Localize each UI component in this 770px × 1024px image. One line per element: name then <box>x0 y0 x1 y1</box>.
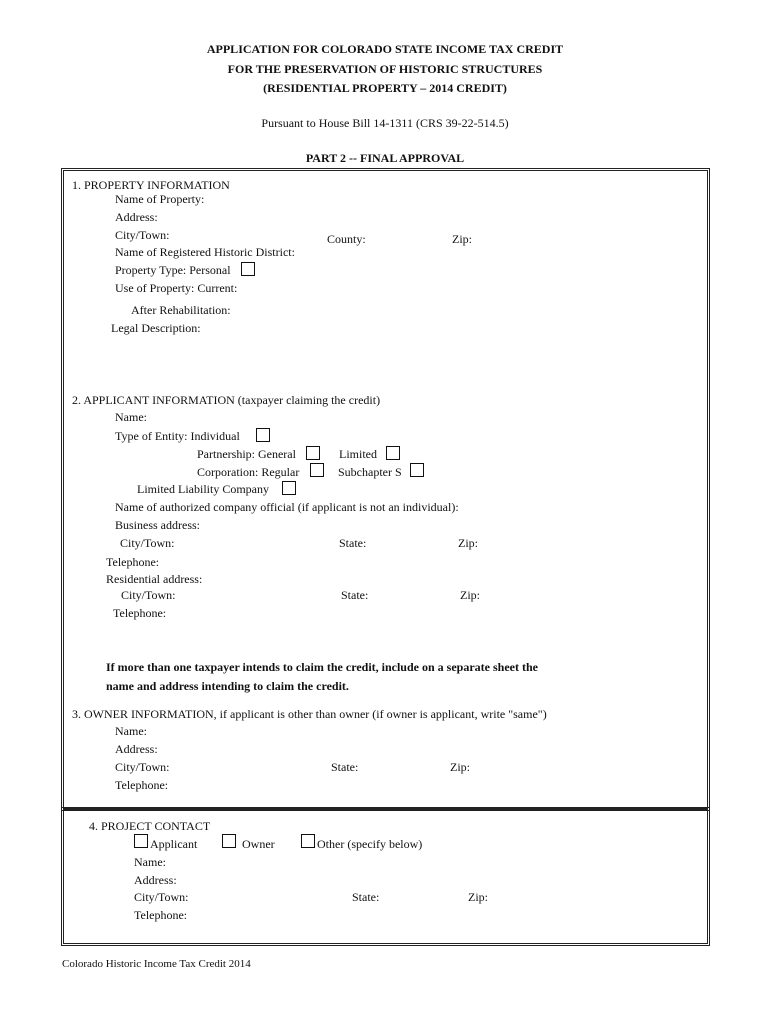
applicant-name-label: Name: <box>115 410 147 424</box>
business-address-label: Business address: <box>115 518 200 532</box>
business-city-label: City/Town: <box>120 536 175 550</box>
subchapter-s-checkbox[interactable] <box>410 463 424 477</box>
property-address-label: Address: <box>115 210 158 224</box>
title-line-2: FOR THE PRESERVATION OF HISTORIC STRUCTURES <box>227 62 543 76</box>
partnership-limited-label: Limited <box>339 447 377 461</box>
owner-zip-label: Zip: <box>450 760 470 774</box>
multiple-taxpayer-note-line-2: name and address intending to claim the credit. <box>106 679 349 693</box>
llc-checkbox[interactable] <box>282 481 296 495</box>
use-after-label: After Rehabilitation: <box>131 303 231 317</box>
company-official-label: Name of authorized company official (if applicant is not an individual): <box>115 500 459 514</box>
contact-other-label: Other (specify below) <box>317 837 423 851</box>
contact-zip-label: Zip: <box>468 890 488 904</box>
property-type-personal-checkbox[interactable] <box>241 262 255 276</box>
contact-other-checkbox[interactable] <box>301 834 315 848</box>
section-4-title: 4. PROJECT CONTACT <box>89 819 211 833</box>
individual-checkbox[interactable] <box>256 428 270 442</box>
contact-address-label: Address: <box>134 873 177 887</box>
property-city-label: City/Town: <box>115 228 170 242</box>
owner-city-label: City/Town: <box>115 760 170 774</box>
property-zip-label: Zip: <box>452 232 472 246</box>
partnership-limited-checkbox[interactable] <box>386 446 400 460</box>
entity-type-label: Type of Entity: Individual <box>115 429 240 443</box>
owner-address-label: Address: <box>115 742 158 756</box>
corporation-regular-checkbox[interactable] <box>310 463 324 477</box>
owner-state-label: State: <box>331 760 359 774</box>
contact-city-label: City/Town: <box>134 890 189 904</box>
pursuant-text: Pursuant to House Bill 14-1311 (CRS 39-22-514.5) <box>261 116 509 130</box>
legal-description-label: Legal Description: <box>111 321 201 335</box>
contact-applicant-label: Applicant <box>150 837 198 851</box>
page-footer: Colorado Historic Income Tax Credit 2014 <box>62 958 251 970</box>
residential-telephone-label: Telephone: <box>113 606 167 620</box>
historic-district-label: Name of Registered Historic District: <box>115 245 295 259</box>
contact-applicant-checkbox[interactable] <box>134 834 148 848</box>
multiple-taxpayer-note-line-1: If more than one taxpayer intends to claim the credit, include on a separate sheet the <box>106 660 538 674</box>
owner-telephone-label: Telephone: <box>115 778 169 792</box>
title-line-3: (RESIDENTIAL PROPERTY – 2014 CREDIT) <box>263 81 507 95</box>
contact-owner-label: Owner <box>242 837 275 851</box>
residential-zip-label: Zip: <box>460 588 480 602</box>
property-type-label: Property Type: Personal <box>115 263 231 277</box>
business-state-label: State: <box>339 536 367 550</box>
residential-city-label: City/Town: <box>121 588 176 602</box>
subchapter-s-label: Subchapter S <box>338 465 402 479</box>
partnership-general-checkbox[interactable] <box>306 446 320 460</box>
section-2-title: 2. APPLICANT INFORMATION (taxpayer claiming the credit) <box>72 393 381 407</box>
contact-telephone-label: Telephone: <box>134 908 188 922</box>
corporation-regular-label: Corporation: Regular <box>197 465 300 479</box>
title-line-1: APPLICATION FOR COLORADO STATE INCOME TAX CREDIT <box>206 42 564 56</box>
contact-owner-checkbox[interactable] <box>222 834 236 848</box>
business-zip-label: Zip: <box>458 536 478 550</box>
section-1-title: 1. PROPERTY INFORMATION <box>72 178 230 192</box>
residential-state-label: State: <box>341 588 369 602</box>
llc-label: Limited Liability Company <box>137 482 269 496</box>
owner-name-label: Name: <box>115 724 147 738</box>
business-telephone-label: Telephone: <box>106 555 160 569</box>
use-current-label: Use of Property: Current: <box>115 281 238 295</box>
contact-name-label: Name: <box>134 855 166 869</box>
part-heading: PART 2 -- FINAL APPROVAL <box>305 151 465 165</box>
contact-state-label: State: <box>352 890 380 904</box>
property-county-label: County: <box>327 232 366 246</box>
section-3-title: 3. OWNER INFORMATION, if applicant is other than owner (if owner is applicant, write "same") <box>72 707 547 721</box>
property-name-label: Name of Property: <box>115 192 205 206</box>
residential-address-label: Residential address: <box>106 572 203 586</box>
partnership-general-label: Partnership: General <box>197 447 296 461</box>
